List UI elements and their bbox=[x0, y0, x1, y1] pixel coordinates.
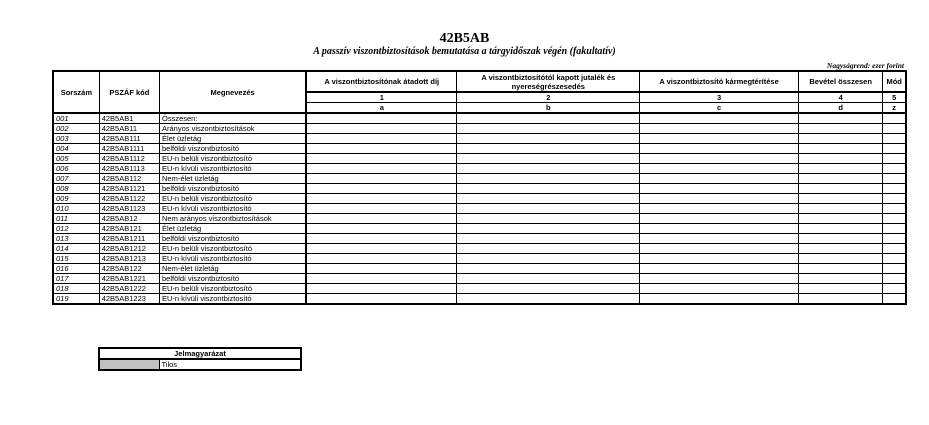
value-cell-col-5[interactable] bbox=[883, 284, 906, 294]
value-cell-col-2[interactable] bbox=[457, 124, 640, 134]
value-cell-col-4[interactable] bbox=[798, 194, 882, 204]
value-cell-col-2[interactable] bbox=[457, 214, 640, 224]
legend-swatch bbox=[99, 359, 159, 370]
table-row bbox=[53, 214, 906, 224]
row-code: 42B5AB1222 bbox=[99, 284, 159, 294]
value-cell-col-1[interactable] bbox=[306, 224, 457, 234]
value-cell-col-1[interactable] bbox=[306, 294, 457, 305]
value-cell-col-1[interactable] bbox=[306, 154, 457, 164]
row-number: 001 bbox=[53, 113, 99, 124]
value-cell-col-3[interactable] bbox=[640, 254, 799, 264]
value-cell-col-4[interactable] bbox=[798, 174, 882, 184]
row-name: belföldi viszontbiztosító bbox=[159, 234, 306, 244]
table-row bbox=[53, 134, 906, 144]
value-cell-col-1[interactable] bbox=[306, 144, 457, 154]
header-col-5: Mód bbox=[883, 71, 906, 92]
value-cell-col-5[interactable] bbox=[883, 194, 906, 204]
value-cell-col-4[interactable] bbox=[798, 204, 882, 214]
table-row bbox=[53, 164, 906, 174]
value-cell-col-1[interactable] bbox=[306, 234, 457, 244]
value-cell-col-2[interactable] bbox=[457, 113, 640, 124]
row-name: EU-n belüli viszontbiztosító bbox=[159, 154, 306, 164]
value-cell-col-5[interactable] bbox=[883, 134, 906, 144]
row-number: 013 bbox=[53, 234, 99, 244]
value-cell-col-3[interactable] bbox=[640, 113, 799, 124]
legend-label-tilos: Tilos bbox=[159, 359, 301, 370]
col-number-4: 4 bbox=[798, 92, 882, 103]
table-row bbox=[53, 174, 906, 184]
value-cell-col-2[interactable] bbox=[457, 144, 640, 154]
value-cell-col-4[interactable] bbox=[798, 264, 882, 274]
row-code: 42B5AB1113 bbox=[99, 164, 159, 174]
row-number: 015 bbox=[53, 254, 99, 264]
row-code: 42B5AB1111 bbox=[99, 144, 159, 154]
row-number: 005 bbox=[53, 154, 99, 164]
table-row bbox=[53, 294, 906, 305]
value-cell-col-5[interactable] bbox=[883, 264, 906, 274]
row-number: 002 bbox=[53, 124, 99, 134]
row-name: Élet üzletág bbox=[159, 134, 306, 144]
row-name: belföldi viszontbiztosító bbox=[159, 144, 306, 154]
row-code: 42B5AB111 bbox=[99, 134, 159, 144]
row-name: Nem-élet üzletág bbox=[159, 174, 306, 184]
table-row bbox=[53, 254, 906, 264]
value-cell-col-3[interactable] bbox=[640, 184, 799, 194]
value-cell-col-2[interactable] bbox=[457, 234, 640, 244]
row-code: 42B5AB1 bbox=[99, 113, 159, 124]
value-cell-col-3[interactable] bbox=[640, 194, 799, 204]
row-number: 004 bbox=[53, 144, 99, 154]
row-code: 42B5AB122 bbox=[99, 264, 159, 274]
header-col-3: A viszontbiztosító kármegtérítése bbox=[640, 71, 799, 92]
row-code: 42B5AB112 bbox=[99, 174, 159, 184]
form-subtitle: A passzív viszontbiztosítások bemutatása a tárgyidőszak végén (fakultatív) bbox=[313, 46, 616, 57]
row-number: 019 bbox=[53, 294, 99, 305]
row-code: 42B5AB1212 bbox=[99, 244, 159, 254]
header-col-1: A viszontbiztosítónak átadott díj bbox=[306, 71, 457, 92]
col-letter-b: b bbox=[457, 103, 640, 114]
row-name: EU-n belüli viszontbiztosító bbox=[159, 284, 306, 294]
table-row bbox=[53, 234, 906, 244]
unit-note: Nagyságrend: ezer forint bbox=[826, 61, 904, 70]
value-cell-col-5[interactable] bbox=[883, 184, 906, 194]
table-row bbox=[53, 194, 906, 204]
col-letter-z: z bbox=[883, 103, 906, 114]
header-megnevezes: Megnevezés bbox=[159, 71, 306, 113]
value-cell-col-3[interactable] bbox=[640, 124, 799, 134]
value-cell-col-2[interactable] bbox=[457, 194, 640, 204]
value-cell-col-5[interactable] bbox=[883, 214, 906, 224]
value-cell-col-2[interactable] bbox=[457, 284, 640, 294]
value-cell-col-2[interactable] bbox=[457, 274, 640, 284]
value-cell-col-2[interactable] bbox=[457, 244, 640, 254]
value-cell-col-3[interactable] bbox=[640, 284, 799, 294]
row-code: 42B5AB1211 bbox=[99, 234, 159, 244]
value-cell-col-1[interactable] bbox=[306, 184, 457, 194]
row-number: 006 bbox=[53, 164, 99, 174]
value-cell-col-3[interactable] bbox=[640, 174, 799, 184]
row-name: Összesen: bbox=[159, 113, 306, 124]
header-col-4: Bevétel összesen bbox=[798, 71, 882, 92]
header-col-2: A viszontbiztosítótól kapott jutalék és nyereségrészesedés bbox=[457, 71, 640, 92]
value-cell-col-2[interactable] bbox=[457, 134, 640, 144]
value-cell-col-5[interactable] bbox=[883, 234, 906, 244]
value-cell-col-4[interactable] bbox=[798, 154, 882, 164]
value-cell-col-1[interactable] bbox=[306, 264, 457, 274]
legend-table bbox=[98, 347, 302, 371]
row-name: EU-n belüli viszontbiztosító bbox=[159, 194, 306, 204]
table-row bbox=[53, 113, 906, 124]
value-cell-col-1[interactable] bbox=[306, 244, 457, 254]
value-cell-col-3[interactable] bbox=[640, 234, 799, 244]
row-number: 007 bbox=[53, 174, 99, 184]
value-cell-col-3[interactable] bbox=[640, 294, 799, 305]
col-letter-d: d bbox=[798, 103, 882, 114]
row-number: 008 bbox=[53, 184, 99, 194]
value-cell-col-4[interactable] bbox=[798, 234, 882, 244]
table-row bbox=[53, 184, 906, 194]
value-cell-col-1[interactable] bbox=[306, 194, 457, 204]
row-name: EU-n kívüli viszontbiztosító bbox=[159, 294, 306, 305]
value-cell-col-4[interactable] bbox=[798, 214, 882, 224]
value-cell-col-3[interactable] bbox=[640, 144, 799, 154]
table-row bbox=[53, 144, 906, 154]
value-cell-col-5[interactable] bbox=[883, 204, 906, 214]
row-name: EU-n belüli viszontbiztosító bbox=[159, 244, 306, 254]
value-cell-col-5[interactable] bbox=[883, 254, 906, 264]
value-cell-col-4[interactable] bbox=[798, 274, 882, 284]
value-cell-col-2[interactable] bbox=[457, 164, 640, 174]
value-cell-col-3[interactable] bbox=[640, 244, 799, 254]
value-cell-col-1[interactable] bbox=[306, 134, 457, 144]
value-cell-col-2[interactable] bbox=[457, 154, 640, 164]
data-table bbox=[52, 70, 907, 305]
row-code: 42B5AB1112 bbox=[99, 154, 159, 164]
value-cell-col-5[interactable] bbox=[883, 244, 906, 254]
value-cell-col-2[interactable] bbox=[457, 294, 640, 305]
value-cell-col-2[interactable] bbox=[457, 264, 640, 274]
value-cell-col-5[interactable] bbox=[883, 113, 906, 124]
row-name: Nem-élet üzletág bbox=[159, 264, 306, 274]
row-number: 018 bbox=[53, 284, 99, 294]
value-cell-col-3[interactable] bbox=[640, 224, 799, 234]
table-row bbox=[53, 204, 906, 214]
value-cell-col-3[interactable] bbox=[640, 214, 799, 224]
value-cell-col-4[interactable] bbox=[798, 124, 882, 134]
value-cell-col-3[interactable] bbox=[640, 264, 799, 274]
value-cell-col-4[interactable] bbox=[798, 134, 882, 144]
value-cell-col-5[interactable] bbox=[883, 154, 906, 164]
value-cell-col-5[interactable] bbox=[883, 164, 906, 174]
row-number: 012 bbox=[53, 224, 99, 234]
row-number: 014 bbox=[53, 244, 99, 254]
value-cell-col-2[interactable] bbox=[457, 224, 640, 234]
value-cell-col-4[interactable] bbox=[798, 144, 882, 154]
value-cell-col-1[interactable] bbox=[306, 164, 457, 174]
value-cell-col-1[interactable] bbox=[306, 214, 457, 224]
table-row bbox=[53, 284, 906, 294]
row-number: 016 bbox=[53, 264, 99, 274]
value-cell-col-1[interactable] bbox=[306, 284, 457, 294]
form-code-title: 42B5AB bbox=[439, 31, 490, 46]
value-cell-col-3[interactable] bbox=[640, 204, 799, 214]
table-row bbox=[53, 274, 906, 284]
value-cell-col-4[interactable] bbox=[798, 294, 882, 305]
row-name: EU-n kívüli viszontbiztosító bbox=[159, 254, 306, 264]
value-cell-col-1[interactable] bbox=[306, 124, 457, 134]
table-row bbox=[53, 244, 906, 254]
row-code: 42B5AB12 bbox=[99, 214, 159, 224]
table-row bbox=[53, 124, 906, 134]
row-code: 42B5AB121 bbox=[99, 224, 159, 234]
row-number: 009 bbox=[53, 194, 99, 204]
row-code: 42B5AB1121 bbox=[99, 184, 159, 194]
value-cell-col-1[interactable] bbox=[306, 254, 457, 264]
row-name: Élet üzletág bbox=[159, 224, 306, 234]
value-cell-col-5[interactable] bbox=[883, 144, 906, 154]
header-sorszam: Sorszám bbox=[53, 71, 99, 113]
legend-title: Jelmagyarázat bbox=[99, 348, 301, 359]
row-code: 42B5AB1122 bbox=[99, 194, 159, 204]
value-cell-col-4[interactable] bbox=[798, 184, 882, 194]
value-cell-col-4[interactable] bbox=[798, 244, 882, 254]
value-cell-col-5[interactable] bbox=[883, 174, 906, 184]
value-cell-col-4[interactable] bbox=[798, 164, 882, 174]
value-cell-col-4[interactable] bbox=[798, 113, 882, 124]
table-row bbox=[53, 264, 906, 274]
row-name: belföldi viszontbiztosító bbox=[159, 274, 306, 284]
row-code: 42B5AB1223 bbox=[99, 294, 159, 305]
header-kod: PSZÁF kód bbox=[99, 71, 159, 113]
table-row bbox=[53, 154, 906, 164]
value-cell-col-3[interactable] bbox=[640, 154, 799, 164]
table-row bbox=[53, 224, 906, 234]
value-cell-col-1[interactable] bbox=[306, 204, 457, 214]
value-cell-col-3[interactable] bbox=[640, 164, 799, 174]
row-number: 003 bbox=[53, 134, 99, 144]
col-number-1: 1 bbox=[306, 92, 457, 103]
row-name: belföldi viszontbiztosító bbox=[159, 184, 306, 194]
row-code: 42B5AB11 bbox=[99, 124, 159, 134]
row-name: EU-n kívüli viszontbiztosító bbox=[159, 204, 306, 214]
value-cell-col-1[interactable] bbox=[306, 113, 457, 124]
row-name: Arányos viszontbiztosítások bbox=[159, 124, 306, 134]
row-code: 42B5AB1123 bbox=[99, 204, 159, 214]
value-cell-col-5[interactable] bbox=[883, 124, 906, 134]
row-number: 010 bbox=[53, 204, 99, 214]
col-letter-a: a bbox=[306, 103, 457, 114]
value-cell-col-2[interactable] bbox=[457, 174, 640, 184]
value-cell-col-2[interactable] bbox=[457, 204, 640, 214]
row-name: Nem arányos viszontbiztosítások bbox=[159, 214, 306, 224]
value-cell-col-4[interactable] bbox=[798, 284, 882, 294]
value-cell-col-1[interactable] bbox=[306, 174, 457, 184]
row-code: 42B5AB1213 bbox=[99, 254, 159, 264]
value-cell-col-5[interactable] bbox=[883, 224, 906, 234]
value-cell-col-3[interactable] bbox=[640, 274, 799, 284]
row-name: EU-n kívüli viszontbiztosító bbox=[159, 164, 306, 174]
row-code: 42B5AB1221 bbox=[99, 274, 159, 284]
value-cell-col-2[interactable] bbox=[457, 254, 640, 264]
col-number-5: 5 bbox=[883, 92, 906, 103]
row-number: 011 bbox=[53, 214, 99, 224]
col-number-2: 2 bbox=[457, 92, 640, 103]
value-cell-col-2[interactable] bbox=[457, 184, 640, 194]
value-cell-col-3[interactable] bbox=[640, 134, 799, 144]
col-number-3: 3 bbox=[640, 92, 799, 103]
value-cell-col-5[interactable] bbox=[883, 294, 906, 305]
row-number: 017 bbox=[53, 274, 99, 284]
col-letter-c: c bbox=[640, 103, 799, 114]
value-cell-col-5[interactable] bbox=[883, 274, 906, 284]
value-cell-col-4[interactable] bbox=[798, 254, 882, 264]
value-cell-col-1[interactable] bbox=[306, 274, 457, 284]
value-cell-col-4[interactable] bbox=[798, 224, 882, 234]
